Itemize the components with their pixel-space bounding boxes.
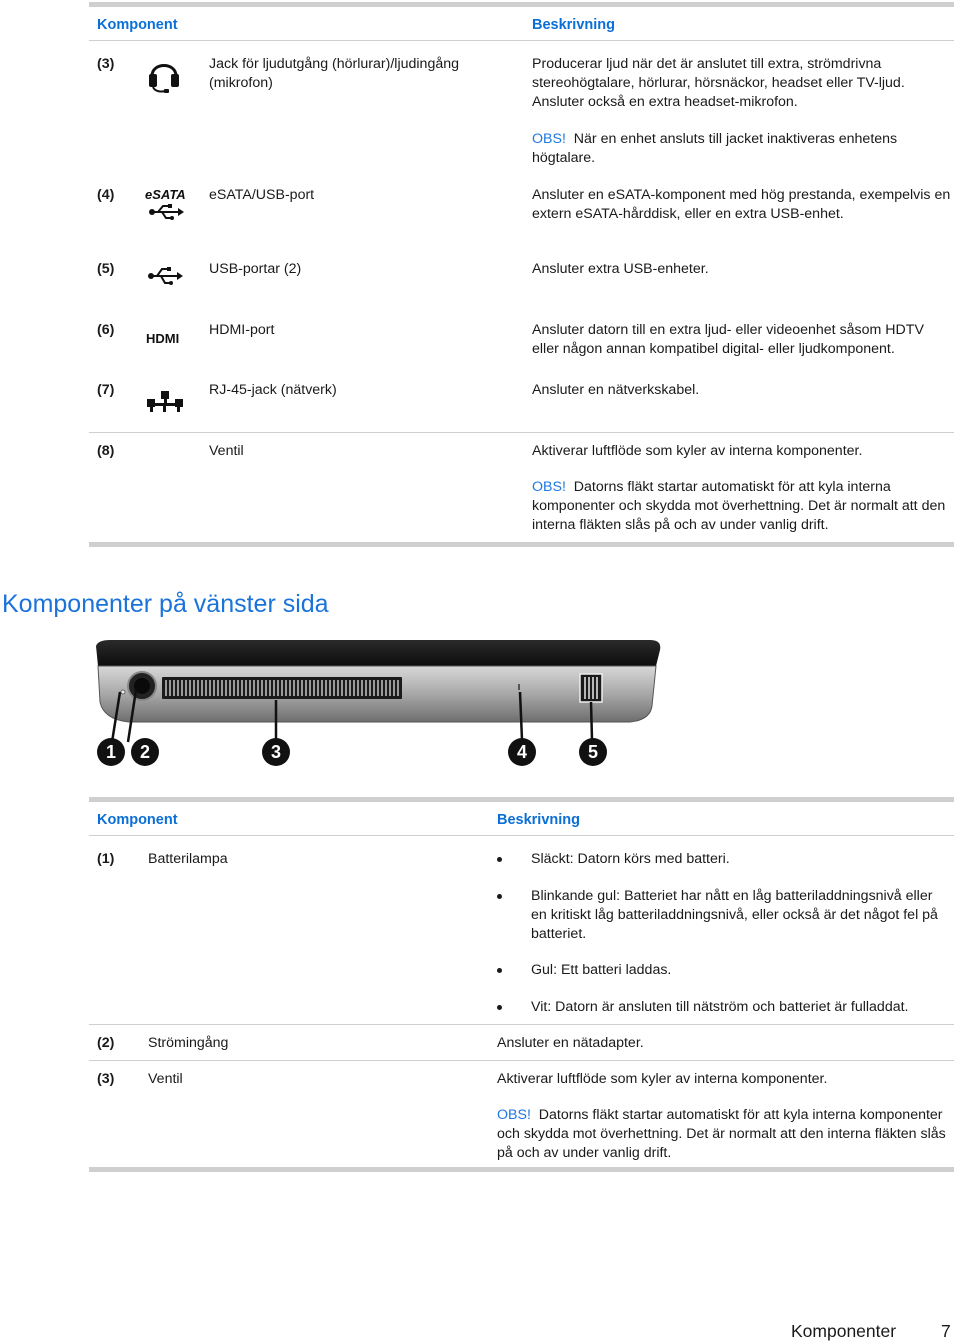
table2-header-rule bbox=[89, 835, 954, 836]
component-description: Ansluter extra USB-enheter. bbox=[532, 261, 709, 277]
component-name: HDMI-port bbox=[209, 322, 275, 338]
section-title: Komponenter på vänster sida bbox=[2, 590, 329, 618]
obs-note bbox=[497, 1106, 952, 1163]
footer-chapter: Komponenter bbox=[791, 1321, 897, 1341]
component-name: Strömingång bbox=[148, 1035, 229, 1051]
row-number: (3) bbox=[97, 1071, 115, 1087]
component-description: Aktiverar luftflöde som kyler av interna komponenter. bbox=[497, 1071, 828, 1087]
component-description: Ansluter en nätadapter. bbox=[497, 1035, 644, 1051]
component-name: Batterilampa bbox=[148, 851, 228, 867]
callout-1: 1 bbox=[97, 738, 125, 766]
table1-header-rule bbox=[89, 40, 954, 41]
obs-label: OBS! bbox=[532, 479, 566, 495]
obs-label: OBS! bbox=[532, 131, 566, 147]
row-number: (6) bbox=[97, 322, 115, 338]
usb-icon bbox=[146, 264, 184, 292]
component-description: Aktiverar luftflöde som kyler av interna komponenter. bbox=[532, 443, 863, 459]
row-number: (5) bbox=[97, 261, 115, 277]
bullet-dot bbox=[497, 968, 502, 973]
table2-header-component: Komponent bbox=[97, 812, 178, 828]
component-description: Ansluter datorn till en extra ljud- eller videoenhet såsom HDTV eller någon annan kompatibel digital- eller ljudkomponent. bbox=[532, 322, 924, 357]
table2-top-rule bbox=[89, 797, 954, 802]
bullet-text: Blinkande gul: Batteriet har nått en låg batteriladdningsnivå eller en kritiskt låg batteriladdningsnivå, eller också är det något fel på batteriet. bbox=[531, 888, 938, 942]
bullet-text: Vit: Datorn är ansluten till nätström och batteriet är fulladdat. bbox=[531, 999, 909, 1015]
callout-5: 5 bbox=[579, 738, 607, 766]
component-description: Ansluter en eSATA-komponent med hög prestanda, exempelvis en extern eSATA-hårddisk, eller en extra USB-enhet. bbox=[532, 187, 951, 222]
table2-header-description: Beskrivning bbox=[497, 812, 580, 828]
esata-usb-icon bbox=[144, 186, 186, 228]
bullet-dot bbox=[497, 894, 502, 899]
callout-4: 4 bbox=[508, 738, 536, 766]
table2-bottom-rule bbox=[89, 1167, 954, 1172]
component-name: Ventil bbox=[209, 443, 244, 459]
table1-top-rule bbox=[89, 2, 954, 7]
row-number: (2) bbox=[97, 1035, 115, 1051]
callout-3: 3 bbox=[262, 738, 290, 766]
bullet-text: Släckt: Datorn körs med batteri. bbox=[531, 851, 730, 867]
obs-note bbox=[532, 478, 952, 535]
hdmi-icon bbox=[146, 330, 184, 352]
obs-note bbox=[532, 130, 952, 168]
headset-icon bbox=[146, 54, 182, 100]
component-name: Ventil bbox=[148, 1071, 183, 1087]
bullet-dot bbox=[497, 857, 502, 862]
row-number: (3) bbox=[97, 56, 115, 72]
component-name: Jack för ljudutgång (hörlurar)/ljudingång (mikrofon) bbox=[209, 56, 459, 91]
row-number: (4) bbox=[97, 187, 115, 203]
obs-label: OBS! bbox=[497, 1107, 531, 1123]
table1-bottom-rule bbox=[89, 542, 954, 547]
component-name: USB-portar (2) bbox=[209, 261, 302, 277]
component-name: eSATA/USB-port bbox=[209, 187, 315, 203]
page-number: 7 bbox=[941, 1321, 951, 1341]
table1-header-component: Komponent bbox=[97, 17, 178, 33]
component-description: Ansluter en nätverkskabel. bbox=[532, 382, 700, 398]
component-description: Producerar ljud när det är anslutet till extra, strömdrivna stereohögtalare, hörlurar, hörsnäckor, headset eller TV-ljud. Ansluter också en extra headset-mikrofon. bbox=[532, 56, 905, 110]
table2-row-rule bbox=[89, 1024, 954, 1025]
obs-text: Datorns fläkt startar automatiskt för att kyla interna komponenter och skydda mot överhettning. Det är normalt att den interna fläkten slås på och av under vanlig drift. bbox=[532, 479, 946, 533]
callout-2: 2 bbox=[131, 738, 159, 766]
row-number: (7) bbox=[97, 382, 115, 398]
table1-header-description: Beskrivning bbox=[532, 17, 615, 33]
table1-row-rule bbox=[89, 432, 954, 433]
row-number: (8) bbox=[97, 443, 115, 459]
network-icon bbox=[146, 389, 184, 419]
table2-row-rule bbox=[89, 1060, 954, 1061]
component-name: RJ-45-jack (nätverk) bbox=[209, 382, 337, 398]
obs-text: Datorns fläkt startar automatiskt för att kyla interna komponenter och skydda mot överhettning. Det är normalt att den interna fläkten slås på och av under vanlig drift. bbox=[497, 1107, 946, 1161]
bullet-text: Gul: Ett batteri laddas. bbox=[531, 962, 672, 978]
bullet-dot bbox=[497, 1005, 502, 1010]
esata-icon-label: eSATA bbox=[145, 187, 186, 202]
obs-text: När en enhet ansluts till jacket inaktiveras enhetens högtalare. bbox=[532, 131, 898, 166]
row-number: (1) bbox=[97, 851, 115, 867]
hdmi-icon-label: HDMI bbox=[146, 331, 180, 346]
